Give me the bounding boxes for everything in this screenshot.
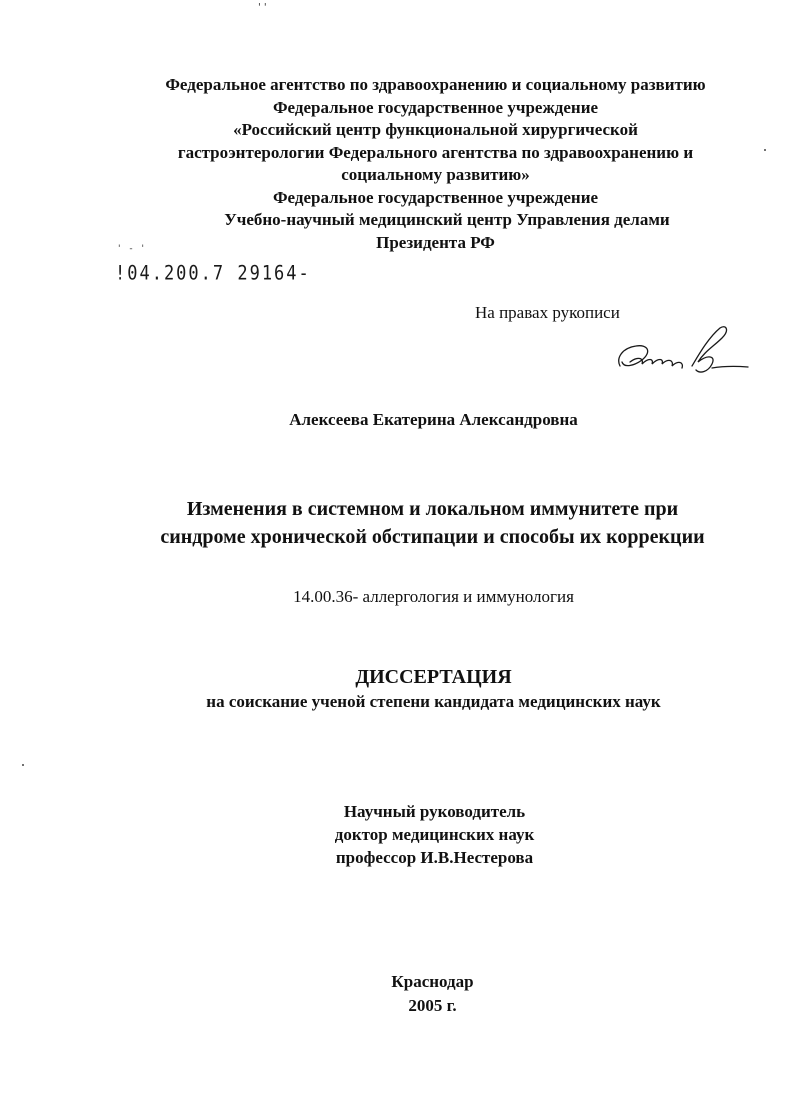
org-line-5: социальному развитию» [341, 165, 530, 184]
org-line-4: гастроэнтерологии Федерального агентства по здравоохранению и [177, 142, 694, 162]
registration-stamp-number: !04.200.7 29164- [115, 262, 311, 285]
org-line-7: Учебно-научный медицинский центр Управления делами [224, 210, 670, 229]
title-line-1: Изменения в системном и локальном иммунитете при [186, 498, 679, 520]
organization-block [0, 74, 799, 254]
city-name: Краснодар [391, 972, 474, 991]
supervisor-name: профессор И.В.Нестерова [335, 848, 534, 867]
author-name: Алексеева Екатерина Александровна [289, 410, 578, 429]
supervisor-role: Научный руководитель [343, 802, 526, 821]
org-line-2: Федеральное государственное учреждение [272, 97, 599, 117]
specialty-code: 14.00.36- аллергология и иммунология [293, 587, 574, 606]
scan-speck [22, 764, 24, 766]
top-scan-marks: ' ' [258, 2, 267, 13]
org-line-1: Федеральное агентство по здравоохранению и социальному развитию [165, 75, 706, 94]
place-year-block [0, 970, 799, 1018]
dissertation-subheading: на соискание ученой степени кандидата медицинских наук [206, 692, 661, 711]
title-line-2: синдроме хронической обстипации и способы их коррекции [160, 526, 705, 548]
manuscript-rights-note: На правах рукописи [475, 303, 620, 322]
year: 2005 г. [408, 996, 457, 1015]
org-line-8: Президента РФ [376, 232, 495, 252]
org-line-6: Федеральное государственное учреждение [272, 187, 599, 207]
signature-icon [612, 322, 752, 382]
scan-speck [764, 149, 766, 151]
org-line-3: «Российский центр функциональной хирургической [233, 120, 638, 139]
supervisor-degree: доктор медицинских наук [334, 825, 535, 844]
stamp-marks: ' - ' [118, 244, 147, 254]
supervisor-block [0, 800, 799, 869]
dissertation-title [0, 495, 799, 551]
dissertation-heading: ДИССЕРТАЦИЯ [355, 666, 512, 688]
